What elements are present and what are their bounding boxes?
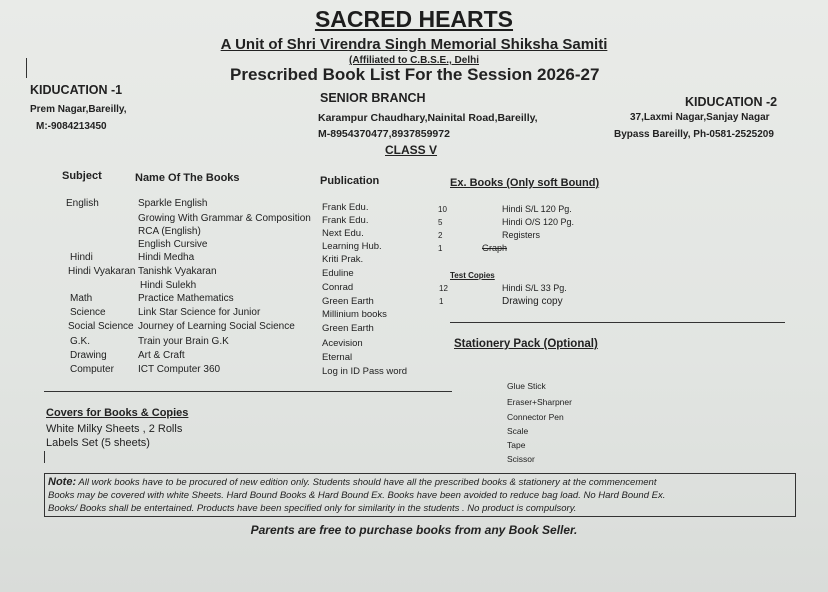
class-label: CLASS V [385, 143, 438, 157]
divider-right [450, 322, 785, 323]
book-title: Sparkle English [138, 198, 208, 209]
book-publication: Conrad [322, 282, 354, 293]
book-publication: Acevision [322, 338, 363, 349]
affiliation: (Affiliated to C.B.S.E., Delhi [348, 55, 479, 66]
test-copy-qty: 12 [439, 284, 448, 293]
pen-mark [26, 58, 27, 78]
covers-title: Covers for Books & Copies [46, 407, 189, 419]
book-title: English Cursive [138, 239, 208, 250]
ex-book-item: Registers [502, 230, 541, 240]
book-title: Hindi Medha [138, 252, 195, 263]
kiducation2-address: 37,Laxmi Nagar,Sanjay Nagar [630, 112, 770, 123]
school-name: SACRED HEARTS [314, 6, 514, 32]
book-subject: Hindi [70, 252, 93, 263]
branch-phone: M-8954370477,8937859972 [318, 128, 450, 140]
covers-line1: White Milky Sheets , 2 Rolls [46, 423, 183, 435]
book-publication: Green Earth [322, 296, 374, 307]
book-publication: Eternal [322, 352, 353, 363]
book-publication: Kriti Prak. [322, 254, 364, 265]
stationery-title: Stationery Pack (Optional) [454, 338, 598, 350]
kiducation1-name: KIDUCATION -1 [30, 83, 123, 97]
test-copy-item: Drawing copy [502, 296, 563, 307]
stationery-item: Glue Stick [507, 381, 546, 391]
book-title: Link Star Science for Junior [138, 307, 261, 318]
book-publication: Next Edu. [322, 228, 364, 239]
kiducation1-phone: M:-9084213450 [36, 121, 107, 132]
ex-book-item: Hindi O/S 120 Pg. [502, 217, 575, 227]
book-title: Train your Brain G.K [138, 336, 229, 347]
stationery-item: Scale [507, 426, 529, 436]
kiducation2-name: KIDUCATION -2 [685, 95, 778, 109]
stationery-item: Scissor [507, 454, 535, 464]
ex-book-qty: 1 [438, 244, 443, 253]
book-subject: Drawing [70, 350, 107, 361]
book-publication: Eduline [322, 268, 354, 279]
pen-mark [44, 451, 45, 463]
footer-text: Parents are free to purchase books from any Book Seller. [250, 523, 578, 537]
covers-line2: Labels Set (5 sheets) [46, 437, 150, 449]
book-subject: English [66, 198, 99, 209]
test-copies-title: Test Copies [450, 271, 495, 280]
note-line2: Books may be covered with white Sheets. Hard Bound Books & Hard Bound Ex. Books have been avoided to reduce bag load. No Hard Bound Ex. [48, 490, 666, 501]
book-subject: Science [70, 307, 106, 318]
stationery-item: Tape [507, 440, 526, 450]
note-line3: Books/ Books shall be entertained. Products have been specified only for similarity in the students . No product is compulsory. [48, 503, 577, 514]
book-subject: Computer [70, 364, 114, 375]
book-subject: Social Science [68, 321, 134, 332]
ex-book-qty: 2 [438, 231, 443, 240]
col-books: Name Of The Books [135, 172, 240, 184]
book-title: Hindi Sulekh [140, 280, 197, 291]
note-text1: All work books have to be procured of new edition only. Students should have all the prescribed books & stationery at the commencement [76, 477, 657, 488]
ex-book-qty: 5 [438, 218, 443, 227]
book-title: Art & Craft [138, 350, 185, 361]
book-title: Journey of Learning Social Science [138, 321, 295, 332]
book-publication: Millinium books [322, 309, 387, 320]
book-title: Growing With Grammar & Composition [138, 213, 311, 224]
ex-book-qty: 10 [438, 205, 447, 214]
book-title: Practice Mathematics [138, 293, 234, 304]
col-subject: Subject [62, 170, 102, 182]
book-list-title: Prescribed Book List For the Session 2026-27 [230, 65, 600, 84]
ex-book-item: Graph [482, 243, 508, 253]
test-copy-item: Hindi S/L 33 Pg. [502, 283, 567, 293]
branch-address: Karampur Chaudhary,Nainital Road,Bareilly, [318, 112, 538, 124]
stationery-item: Connector Pen [507, 412, 564, 422]
test-copy-qty: 1 [439, 297, 444, 306]
kiducation2-phone: Bypass Bareilly, Ph-0581-2525209 [614, 129, 774, 140]
unit-line: A Unit of Shri Virendra Singh Memorial Shiksha Samiti [220, 36, 608, 53]
book-title: ICT Computer 360 [138, 364, 221, 375]
book-publication: Learning Hub. [322, 241, 382, 252]
col-publication: Publication [320, 175, 380, 187]
book-title: Tanishk Vyakaran [138, 266, 217, 277]
ex-book-item: Hindi S/L 120 Pg. [502, 204, 572, 214]
col-ex-books: Ex. Books (Only soft Bound) [450, 177, 600, 189]
book-subject: G.K. [70, 336, 91, 347]
note-line1 [48, 476, 656, 488]
divider-left [44, 391, 452, 392]
book-publication: Frank Edu. [322, 202, 369, 213]
note-label: Note: [48, 476, 77, 488]
book-subject: Math [70, 293, 93, 304]
branch-name: SENIOR BRANCH [320, 91, 426, 105]
book-subject: Hindi Vyakaran [68, 266, 136, 277]
book-publication: Green Earth [322, 323, 374, 334]
stationery-item: Eraser+Sharpner [507, 397, 572, 407]
book-title: RCA (English) [138, 226, 201, 237]
kiducation1-address: Prem Nagar,Bareilly, [30, 104, 127, 115]
book-publication: Log in ID Pass word [322, 366, 408, 377]
book-publication: Frank Edu. [322, 215, 369, 226]
